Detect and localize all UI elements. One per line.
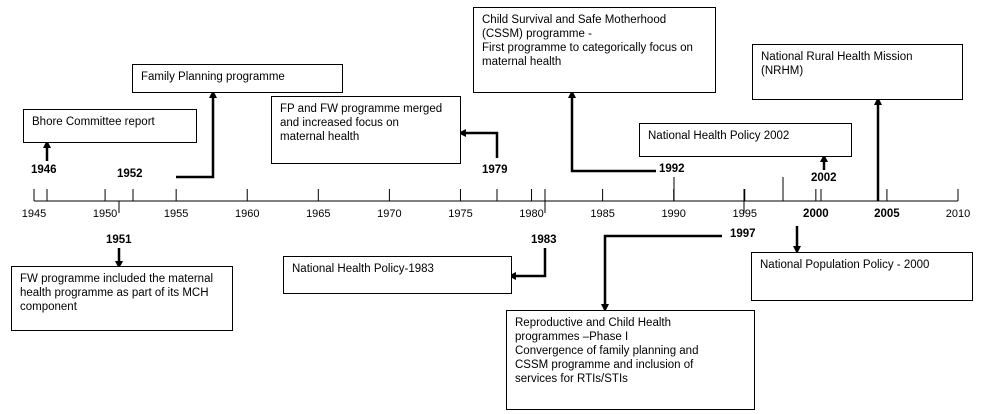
connector-1979 — [462, 133, 497, 158]
year-label-1979: 1979 — [482, 164, 508, 176]
year-label-1946: 1946 — [31, 164, 57, 176]
event-box-1946: Bhore Committee report — [23, 109, 197, 143]
axis-labels — [22, 208, 970, 220]
event-box-1952: Family Planning programme — [132, 64, 343, 93]
event-box-2005: National Rural Health Mission (NRHM) — [752, 44, 963, 100]
year-label-1951: 1951 — [106, 234, 132, 246]
axis-label-1965: 1965 — [306, 208, 331, 220]
axis-label-1990: 1990 — [661, 208, 686, 220]
connector-1983 — [512, 248, 545, 276]
event-box-2000: National Population Policy - 2000 — [751, 252, 973, 301]
axis-label-1985: 1985 — [590, 208, 615, 220]
axis-label-1950: 1950 — [92, 208, 118, 220]
year-label-2002: 2002 — [811, 172, 837, 184]
event-box-1979: FP and FW programme merged and increased focus on maternal health — [271, 96, 461, 164]
event-box-1997: Reproductive and Child Health programmes –Phase I Convergence of family planning and CSSM programme and inclusion of services for RTIs/STIs — [506, 310, 755, 410]
event-box-2002: National Health Policy 2002 — [639, 123, 852, 157]
axis-label-2005: 2005 — [874, 208, 900, 220]
axis-label-1955: 1955 — [163, 208, 189, 220]
axis-label-1975: 1975 — [448, 208, 473, 220]
major-ticks — [34, 189, 958, 201]
year-label-1983: 1983 — [531, 234, 557, 246]
event-box-1951: FW programme included the maternal health programme as part of its MCH component — [11, 266, 233, 331]
axis-label-2000: 2000 — [803, 208, 829, 220]
axis-label-1960: 1960 — [234, 208, 260, 220]
year-label-1992: 1992 — [659, 163, 685, 175]
connector-1997 — [605, 236, 722, 308]
axis-label-2010: 2010 — [945, 208, 971, 220]
axis-label-1980: 1980 — [519, 208, 544, 220]
event-box-1992: Child Survival and Safe Motherhood (CSSM) programme - First programme to categorically focus on maternal health — [473, 7, 716, 93]
axis-label-1970: 1970 — [377, 208, 402, 220]
axis-label-1945: 1945 — [21, 208, 47, 220]
event-box-1983: National Health Policy-1983 — [283, 256, 512, 294]
year-label-1997: 1997 — [730, 228, 756, 240]
axis-label-1995: 1995 — [732, 208, 758, 220]
year-label-1952: 1952 — [117, 168, 143, 180]
